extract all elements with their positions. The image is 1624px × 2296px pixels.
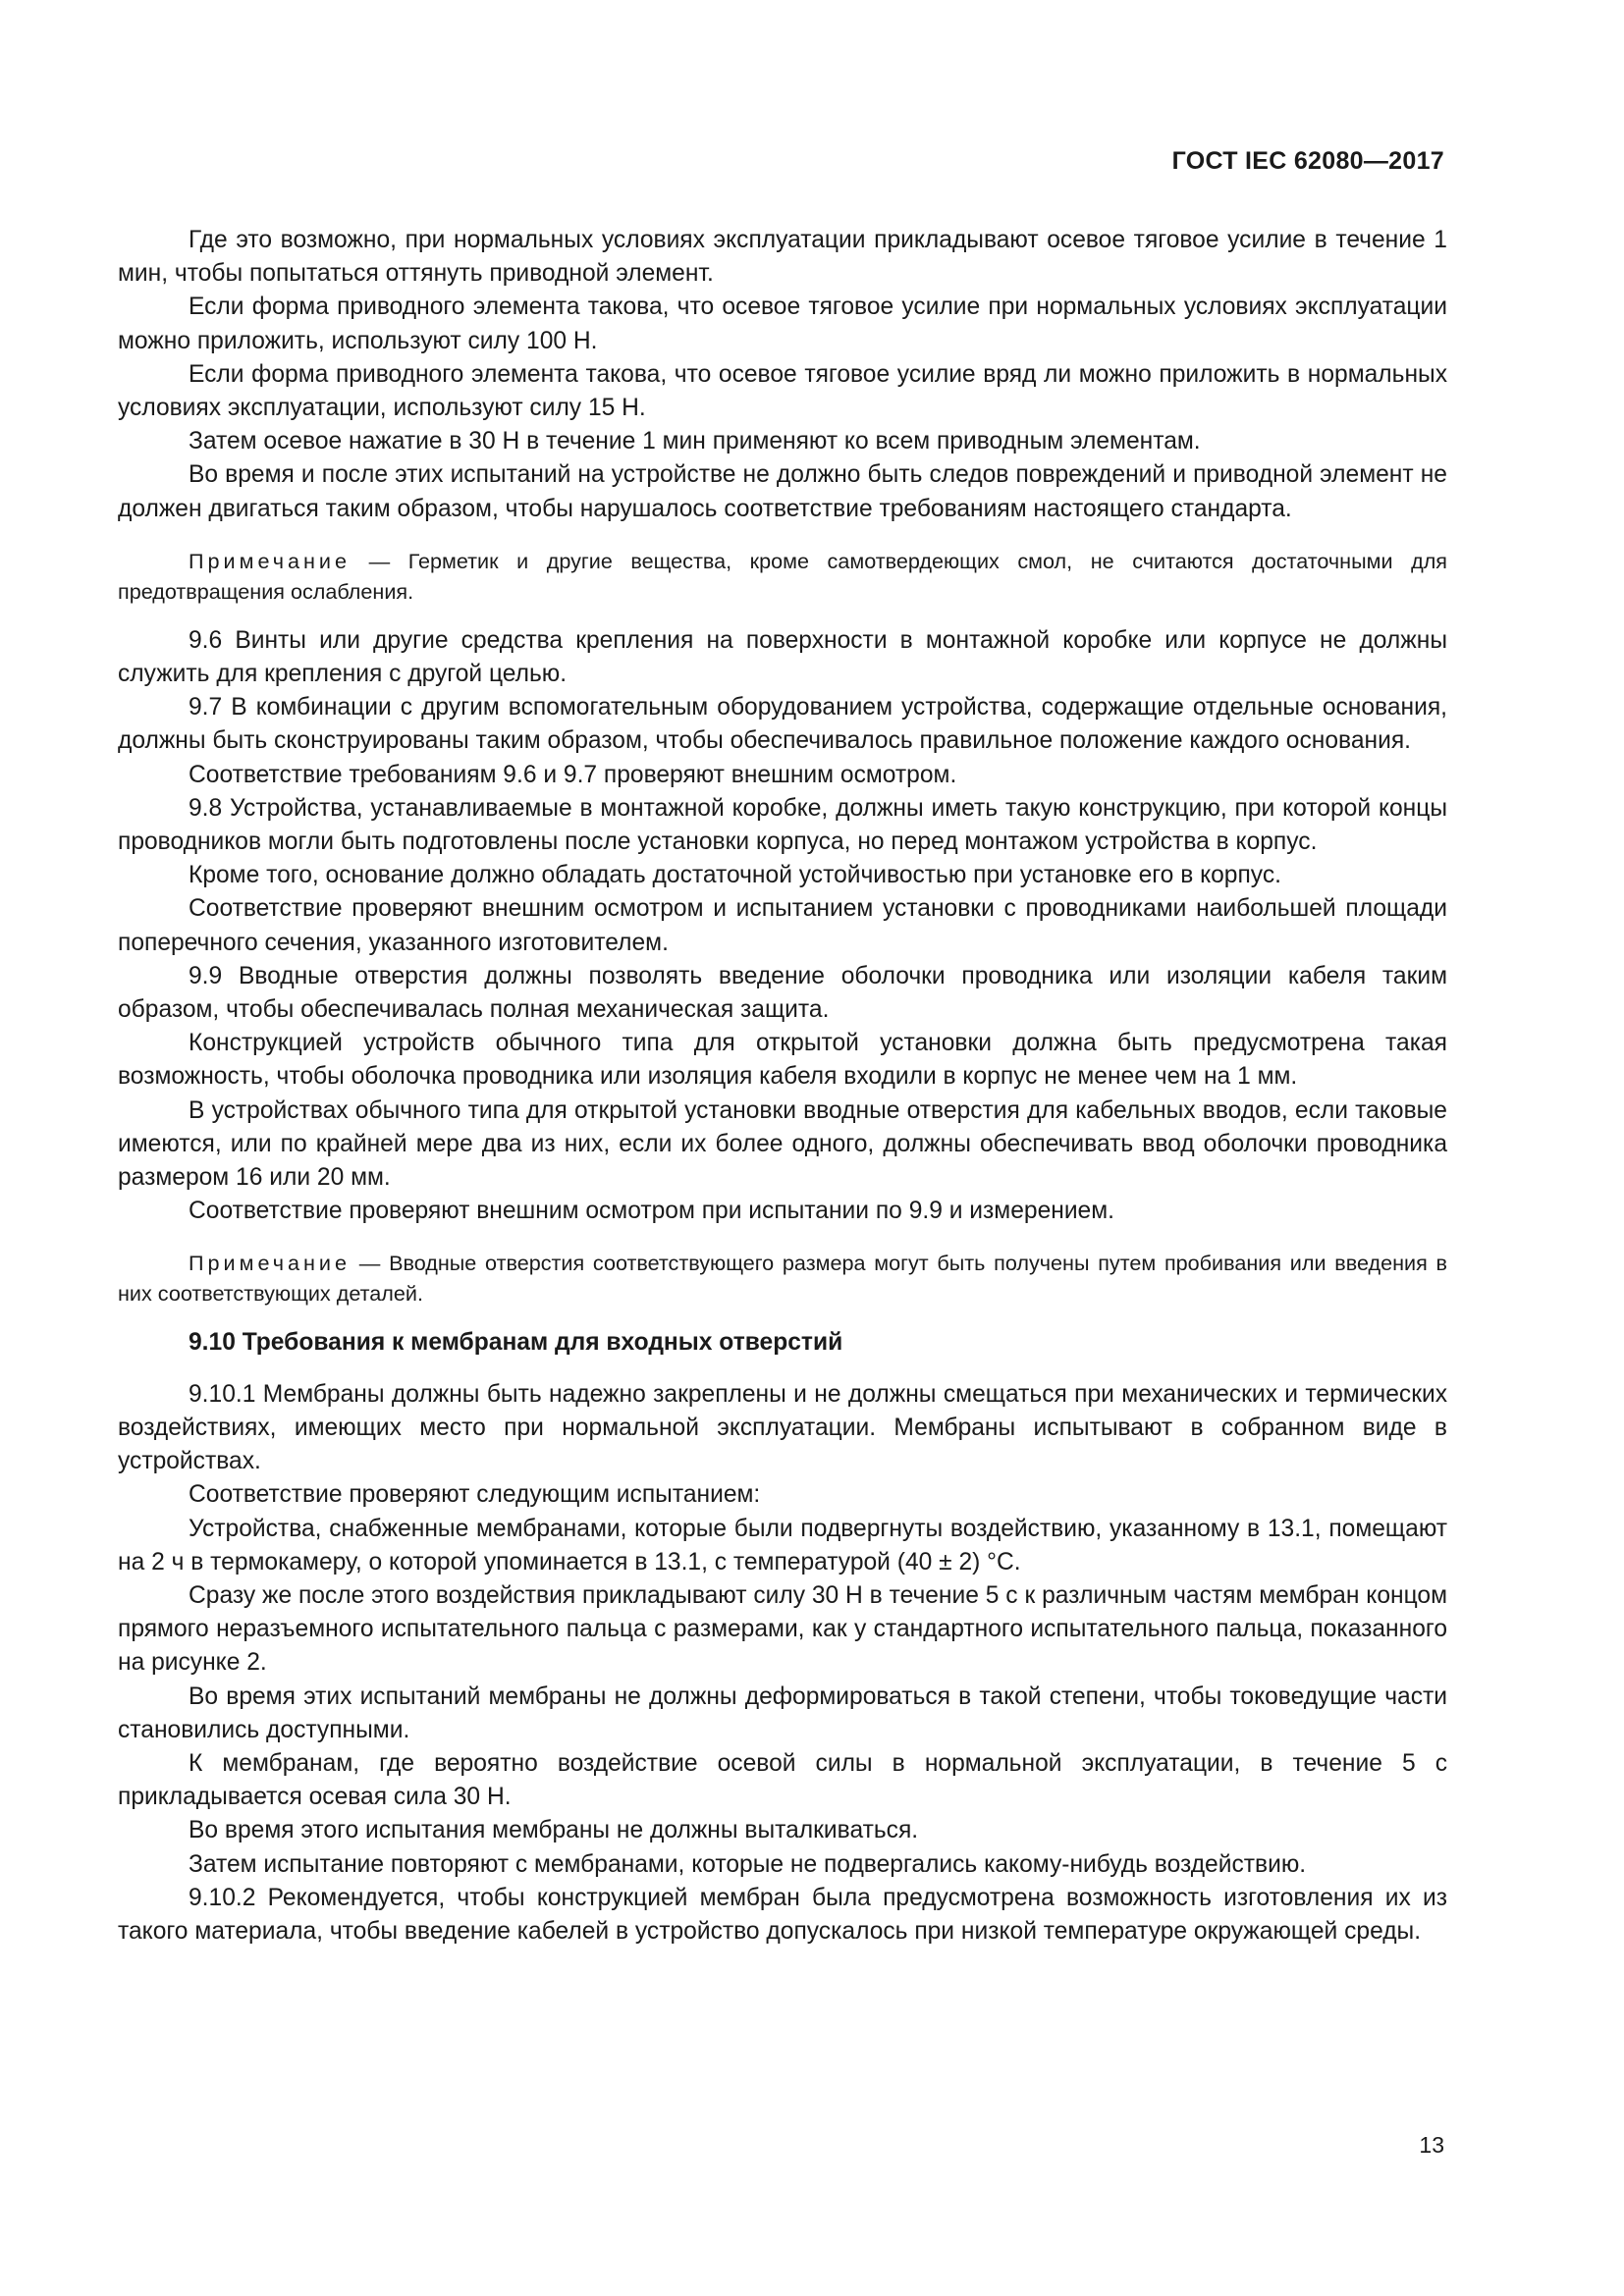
paragraph: Во время и после этих испытаний на устройстве не должно быть следов повреждений и приводной элемент не должен двигаться таким образом, чтобы нарушалось соответствие требованиям настоящего стандарта. [118, 461, 1447, 522]
section-heading: 9.10 Требования к мембранам для входных отверстий [189, 1329, 843, 1357]
paragraph: Соответствие проверяют внешним осмотром при испытании по 9.9 и измерением. [189, 1198, 1114, 1225]
paragraph: 9.10.1 Мембраны должны быть надежно закреплены и не должны смещаться при механических и термических воздействиях, имеющих место при нормальной эксплуатации. Мембраны испытывают в собранном виде в устройствах. [118, 1380, 1447, 1475]
paragraph: Устройства, снабженные мембранами, которые были подвергнуты воздействию, указанному в 13.1, помещают на 2 ч в термокамеру, о которой упоминается в 13.1, с температурой (40 ± 2) °С. [118, 1515, 1447, 1575]
paragraph: Во время этих испытаний мембраны не должны деформироваться в такой степени, чтобы токоведущие части становились доступными. [118, 1682, 1447, 1743]
note [118, 1248, 1447, 1308]
note-text: — Вводные отверстия соответствующего размера могут быть получены путем пробивания или введения в них соответствующих деталей. [118, 1251, 1447, 1307]
paragraph: Соответствие проверяют внешним осмотром и испытанием установки с проводниками наибольшей площади поперечного сечения, указанного изготовителем. [118, 895, 1447, 956]
note [118, 546, 1447, 607]
paragraph: Сразу же после этого воздействия прикладывают силу 30 Н в течение 5 с к различным частям мембран концом прямого неразъемного испытательного пальца с размерами, как у стандартного испытательного пальца, показанного на рисунке 2. [118, 1581, 1447, 1677]
paragraph: 9.9 Вводные отверстия должны позволять введение оболочки проводника или изоляции кабеля таким образом, чтобы обеспечивалась полная механическая защита. [118, 962, 1447, 1024]
note-text: — Герметик и другие вещества, кроме самотвердеющих смол, не считаются достаточными для предотвращения ослабления. [118, 548, 1447, 604]
paragraph: 9.10.2 Рекомендуется, чтобы конструкцией мембран была предусмотрена возможность изготовления их из такого материала, чтобы введение кабелей в устройство допускалось при низкой температуре окружающей среды. [118, 1884, 1447, 1945]
document-header: ГОСТ IEC 62080—2017 [1171, 147, 1444, 175]
paragraph: Затем испытание повторяют с мембранами, которые не подвергались какому-нибудь воздействию. [189, 1850, 1307, 1878]
paragraph: Затем осевое нажатие в 30 Н в течение 1 мин применяют ко всем приводным элементам. [189, 428, 1201, 455]
paragraph: К мембранам, где вероятно воздействие осевой силы в нормальной эксплуатации, в течение 5 с прикладывается осевая сила 30 Н. [118, 1749, 1447, 1811]
paragraph: 9.7 В комбинации с другим вспомогательным оборудованием устройства, содержащие отдельные основания, должны быть сконструированы таким образом, чтобы обеспечивалось правильное положение каждого основания. [118, 694, 1447, 755]
page-body [118, 224, 1447, 1949]
paragraph: Если форма приводного элемента такова, что осевое тяговое усилие при нормальных условиях эксплуатации можно приложить, используют силу 100 Н. [118, 294, 1447, 354]
paragraph: Если форма приводного элемента такова, что осевое тяговое усилие вряд ли можно приложить в нормальных условиях эксплуатации, используют силу 15 Н. [118, 360, 1447, 422]
page-number: 13 [1419, 2132, 1444, 2158]
paragraph: В устройствах обычного типа для открытой установки вводные отверстия для кабельных вводов, если таковые имеются, или по крайней мере два из них, если их более одного, должны обеспечивать ввод оболочки проводника размером 16 или 20 мм. [118, 1096, 1447, 1192]
note-label: Примечание [189, 1251, 351, 1276]
paragraph: 9.8 Устройства, устанавливаемые в монтажной коробке, должны иметь такую конструкцию, при которой концы проводников могли быть подготовлены после установки корпуса, но перед монтажом устройства в корпус. [118, 794, 1447, 856]
paragraph: 9.6 Винты или другие средства крепления на поверхности в монтажной коробке или корпусе не должны служить для крепления с другой целью. [118, 626, 1447, 688]
note-label: Примечание [189, 548, 351, 573]
paragraph: Где это возможно, при нормальных условиях эксплуатации прикладывают осевое тяговое усилие в течение 1 мин, чтобы попытаться оттянуть приводной элемент. [118, 227, 1447, 288]
paragraph: Соответствие требованиям 9.6 и 9.7 проверяют внешним осмотром. [189, 761, 957, 788]
paragraph: Конструкцией устройств обычного типа для открытой установки должна быть предусмотрена такая возможность, чтобы оболочка проводника или изоляция кабеля входили в корпус не менее чем на 1 мм. [118, 1030, 1447, 1091]
paragraph: Кроме того, основание должно обладать достаточной устойчивостью при установке его в корпус. [189, 862, 1281, 889]
paragraph: Во время этого испытания мембраны не должны выталкиваться. [189, 1817, 919, 1844]
paragraph: Соответствие проверяют следующим испытанием: [189, 1481, 761, 1509]
